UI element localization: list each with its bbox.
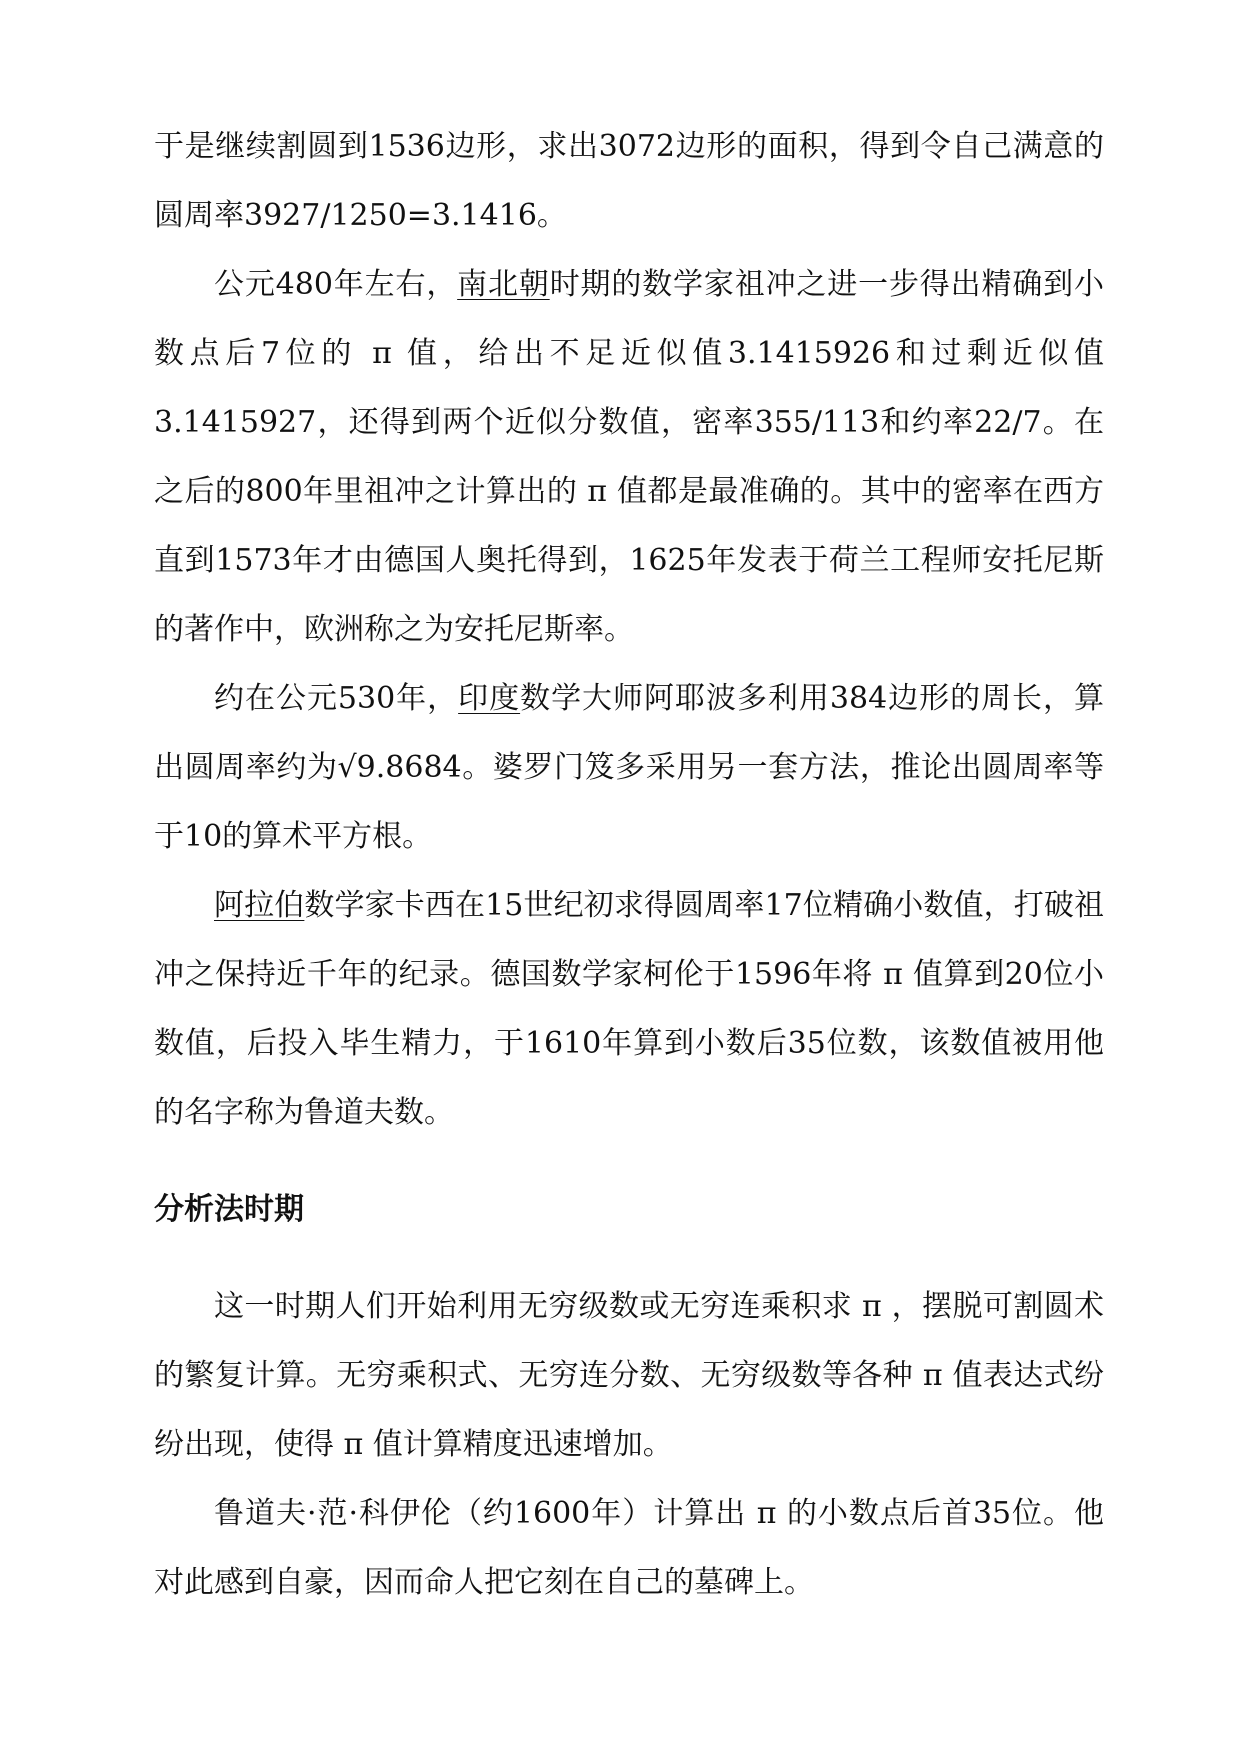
link-southern-northern-dynasties[interactable]: 南北朝 [457, 267, 550, 302]
section-heading: 分析法时期 [154, 1192, 304, 1227]
link-arab[interactable]: 阿拉伯 [214, 888, 305, 923]
paragraph-circle-division [154, 112, 1104, 250]
paragraph-ludolph [154, 1479, 1104, 1617]
paragraph-aryabhata [154, 664, 1104, 871]
document-page [154, 112, 1104, 1617]
paragraph-text: 鲁道夫·范·科伊伦（约1600年）计算出 π 的小数点后首35位。他对此感到自豪，因而命人把它刻在自己的墓碑上。 [154, 1496, 1104, 1600]
paragraph-text: 于是继续割圆到1536边形，求出3072边形的面积，得到令自己满意的圆周率3927/1250=3.1416。 [154, 129, 1104, 233]
paragraph-text: 数学家卡西在15世纪初求得圆周率17位精确小数值，打破祖冲之保持近千年的纪录。德国数学家柯伦于1596年将 π 值算到20位小数值，后投入毕生精力，于1610年算到小数后35位数，该数值被用他的名字称为鲁道夫数。 [154, 888, 1104, 1130]
paragraph-text: 这一时期人们开始利用无穷级数或无穷连乘积求 π ，摆脱可割圆术的繁复计算。无穷乘积式、无穷连分数、无穷级数等各种 π 值表达式纷纷出现，使得 π 值计算精度迅速增加。 [154, 1289, 1104, 1462]
paragraph-zu-chongzhi [154, 250, 1104, 664]
link-india[interactable]: 印度 [458, 681, 521, 716]
paragraph-text: 约在公元530年， [214, 681, 459, 716]
paragraph-text: 时期的数学家祖冲之进一步得出精确到小数点后7位的 π 值，给出不足近似值3.1415926和过剩近似值3.1415927，还得到两个近似分数值，密率355/113和约率22/7。在之后的800年里祖冲之计算出的 π 值都是最准确的。其中的密率在西方直到1573年才由德国人奥托得到，1625年发表于荷兰工程师安托尼斯的著作中，欧洲称之为安托尼斯率。 [154, 267, 1105, 647]
paragraph-analysis-method [154, 1272, 1104, 1479]
paragraph-text: 数学大师阿耶波多利用384边形的周长，算出圆周率约为√9.8684。婆罗门笈多采用另一套方法，推论出圆周率等于10的算术平方根。 [154, 681, 1105, 854]
paragraph-text: 公元480年左右， [214, 267, 458, 302]
paragraph-al-kashi [154, 871, 1104, 1147]
